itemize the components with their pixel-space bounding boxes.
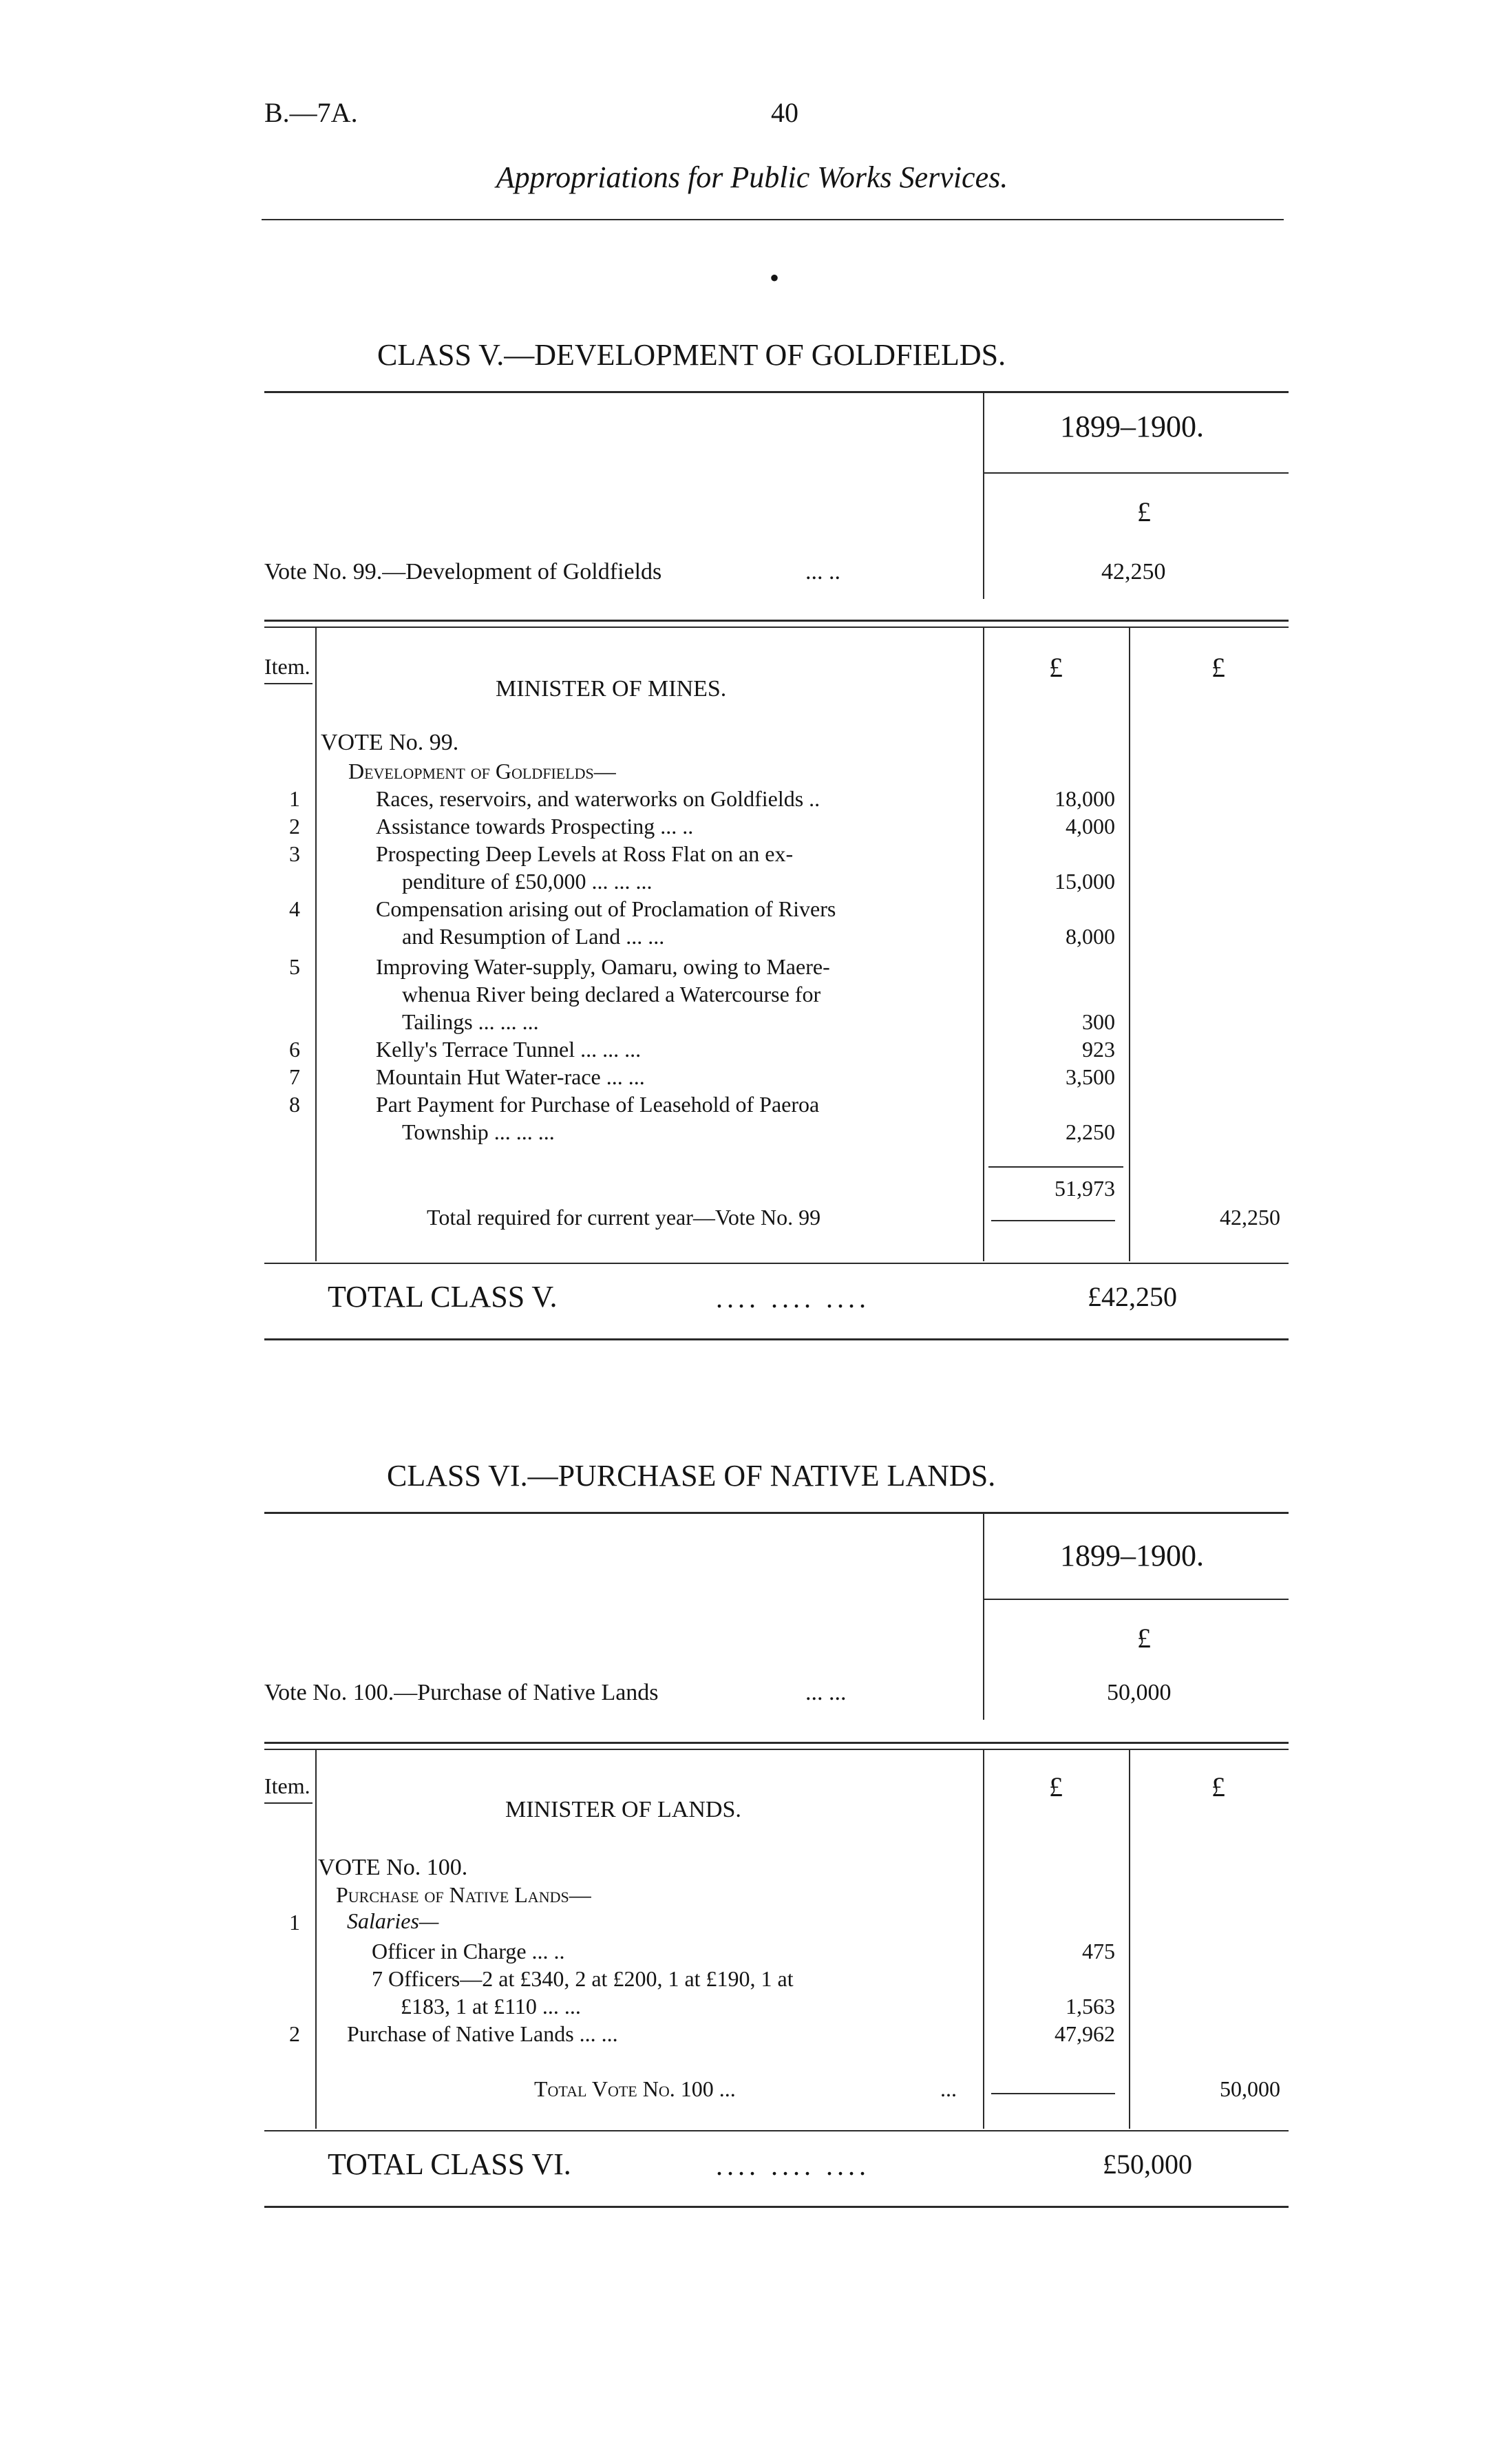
class-5-total-dash [991, 1220, 1115, 1221]
class-5-item-7-description: Mountain Hut Water-race ... ... [376, 1064, 645, 1089]
class-6-vote-label: VOTE No. 100. [318, 1855, 468, 1880]
class-5-item-5-description-line-1: Improving Water-supply, Oamaru, owing to Maere- [376, 954, 830, 979]
class-5-col1-currency: £ [1049, 652, 1063, 683]
class-5-item-5-amount: 300 [1082, 1009, 1115, 1034]
class-5-item-7-amount: 3,500 [1066, 1064, 1115, 1089]
class-6-total-dots: ... [940, 2076, 957, 2101]
class-5-total-amount: 42,250 [1220, 1205, 1280, 1230]
class-6-officers-line-1: 7 Officers—2 at £340, 2 at £200, 1 at £190, 1 at [372, 1966, 794, 1991]
class-6-total-leaders: .... .... .... [716, 2150, 870, 2181]
class-6-grand-total: £50,000 [1103, 2149, 1192, 2180]
class-5-item-8-number: 8 [289, 1092, 300, 1117]
class-5-year: 1899–1900. [1060, 410, 1204, 443]
class-5-item-column-divider [315, 628, 317, 1261]
page-title: Appropriations for Public Works Services. [496, 160, 1008, 194]
class-5-item-header-rule [264, 683, 313, 684]
class-6-item-2-number: 2 [289, 2021, 300, 2046]
class-5-item-8-amount: 2,250 [1066, 1119, 1115, 1144]
class-5-total-leaders: .... .... .... [716, 1283, 870, 1314]
class-5-total-title: TOTAL CLASS V. [328, 1280, 558, 1314]
class-5-heading: CLASS V.—DEVELOPMENT OF GOLDFIELDS. [377, 338, 1006, 372]
page-number: 40 [771, 97, 798, 128]
class-5-item-1-number: 1 [289, 786, 300, 811]
class-5-item-2-description: Assistance towards Prospecting ... .. [376, 814, 694, 839]
class-6-currency: £ [1137, 1623, 1151, 1654]
bullet-mark: • [770, 262, 780, 293]
class-5-subtotal: 51,973 [1055, 1176, 1115, 1201]
class-5-vote-label: VOTE No. 99. [321, 730, 459, 755]
class-5-item-8-description-line-1: Part Payment for Purchase of Leasehold of Paeroa [376, 1092, 820, 1117]
class-5-col2-divider [1129, 628, 1130, 1261]
class-6-item-1-number: 1 [289, 1910, 300, 1935]
class-5-item-1-amount: 18,000 [1055, 786, 1115, 811]
class-5-vote-line: Vote No. 99.—Development of Goldfields [264, 559, 662, 585]
class-6-total-dash [991, 2093, 1115, 2094]
class-5-end-rule [264, 1338, 1289, 1340]
class-5-grand-total: £42,250 [1088, 1281, 1177, 1312]
class-5-top-rule [264, 391, 1289, 393]
class-6-vote-amount: 50,000 [1107, 1680, 1172, 1705]
class-5-item-4-number: 4 [289, 896, 300, 921]
class-5-table-top-rule-2 [264, 626, 1289, 628]
class-6-subsection: Salaries— [347, 1908, 439, 1933]
class-5-minister: MINISTER OF MINES. [496, 676, 727, 702]
class-5-item-6-description: Kelly's Terrace Tunnel ... ... ... [376, 1037, 642, 1062]
class-6-item-2-description: Purchase of Native Lands ... ... [347, 2021, 618, 2046]
class-6-item-column-divider [315, 1750, 317, 2129]
class-5-vote-amount: 42,250 [1101, 559, 1166, 585]
class-6-item-header: Item. [264, 1773, 310, 1798]
class-6-table-top-rule [264, 1742, 1289, 1744]
class-6-summary-divider [983, 1513, 984, 1720]
class-6-col2-divider [1129, 1750, 1130, 2129]
class-5-vote-dots: ... .. [805, 559, 840, 585]
class-5-item-6-amount: 923 [1082, 1037, 1115, 1062]
class-6-col2-currency: £ [1211, 1771, 1225, 1802]
class-6-item-header-rule [264, 1802, 313, 1804]
class-5-item-8-description-line-2: Township ... ... ... [402, 1119, 555, 1144]
class-6-table-bottom-rule [264, 2130, 1289, 2131]
class-5-item-5-number: 5 [289, 954, 300, 979]
class-5-item-7-number: 7 [289, 1064, 300, 1089]
class-5-item-2-number: 2 [289, 814, 300, 839]
class-5-subtotal-rule [988, 1166, 1123, 1168]
class-6-year-rule [983, 1599, 1289, 1600]
class-5-col2-currency: £ [1211, 652, 1225, 683]
class-5-item-header: Item. [264, 654, 310, 679]
class-5-summary-divider [983, 392, 984, 599]
class-5-currency: £ [1137, 496, 1151, 527]
class-5-item-1-description: Races, reservoirs, and waterworks on Goldfields .. [376, 786, 820, 811]
title-rule [262, 219, 1284, 220]
class-6-officers-amount: 1,563 [1066, 1994, 1115, 2019]
class-6-total-label: Total Vote No. 100 ... [534, 2076, 736, 2101]
class-6-vote-line: Vote No. 100.—Purchase of Native Lands [264, 1680, 659, 1705]
class-6-total-title: TOTAL CLASS VI. [328, 2147, 571, 2181]
class-5-item-3-number: 3 [289, 841, 300, 866]
class-6-officers-line-2: £183, 1 at £110 ... ... [401, 1994, 581, 2019]
class-6-col1-currency: £ [1049, 1771, 1063, 1802]
class-5-item-2-amount: 4,000 [1066, 814, 1115, 839]
class-5-table-top-rule [264, 620, 1289, 622]
class-6-minister: MINISTER OF LANDS. [505, 1797, 741, 1822]
document-reference: B.—7A. [264, 97, 358, 128]
class-5-item-3-amount: 15,000 [1055, 869, 1115, 894]
class-5-item-3-description-line-2: penditure of £50,000 ... ... ... [402, 869, 653, 894]
class-5-year-rule [983, 472, 1289, 474]
class-6-item-1-amount: 475 [1082, 1939, 1115, 1963]
class-6-end-rule [264, 2206, 1289, 2208]
class-5-col1-divider [983, 628, 984, 1261]
class-5-item-6-number: 6 [289, 1037, 300, 1062]
class-6-section: Purchase of Native Lands— [336, 1882, 591, 1907]
class-5-item-3-description-line-1: Prospecting Deep Levels at Ross Flat on an ex- [376, 841, 794, 866]
class-5-table-bottom-rule [264, 1263, 1289, 1264]
class-6-item-2-amount: 47,962 [1055, 2021, 1115, 2046]
class-5-item-4-description-line-2: and Resumption of Land ... ... [402, 924, 665, 949]
class-6-total-amount: 50,000 [1220, 2076, 1280, 2101]
class-6-year: 1899–1900. [1060, 1539, 1204, 1572]
class-6-vote-dots: ... ... [805, 1680, 847, 1705]
class-6-table-top-rule-2 [264, 1749, 1289, 1750]
class-6-col1-divider [983, 1750, 984, 2129]
class-5-item-4-description-line-1: Compensation arising out of Proclamation of Rivers [376, 896, 836, 921]
class-5-section: Development of Goldfields— [348, 759, 616, 783]
class-5-item-5-description-line-3: Tailings ... ... ... [402, 1009, 539, 1034]
class-5-total-label: Total required for current year—Vote No. 99 [427, 1205, 821, 1230]
class-6-heading: CLASS VI.—PURCHASE OF NATIVE LANDS. [387, 1459, 996, 1493]
class-5-item-5-description-line-2: whenua River being declared a Watercourse for [402, 982, 821, 1007]
class-6-item-1-description: Officer in Charge ... .. [372, 1939, 565, 1963]
class-6-top-rule [264, 1512, 1289, 1514]
class-5-item-4-amount: 8,000 [1066, 924, 1115, 949]
